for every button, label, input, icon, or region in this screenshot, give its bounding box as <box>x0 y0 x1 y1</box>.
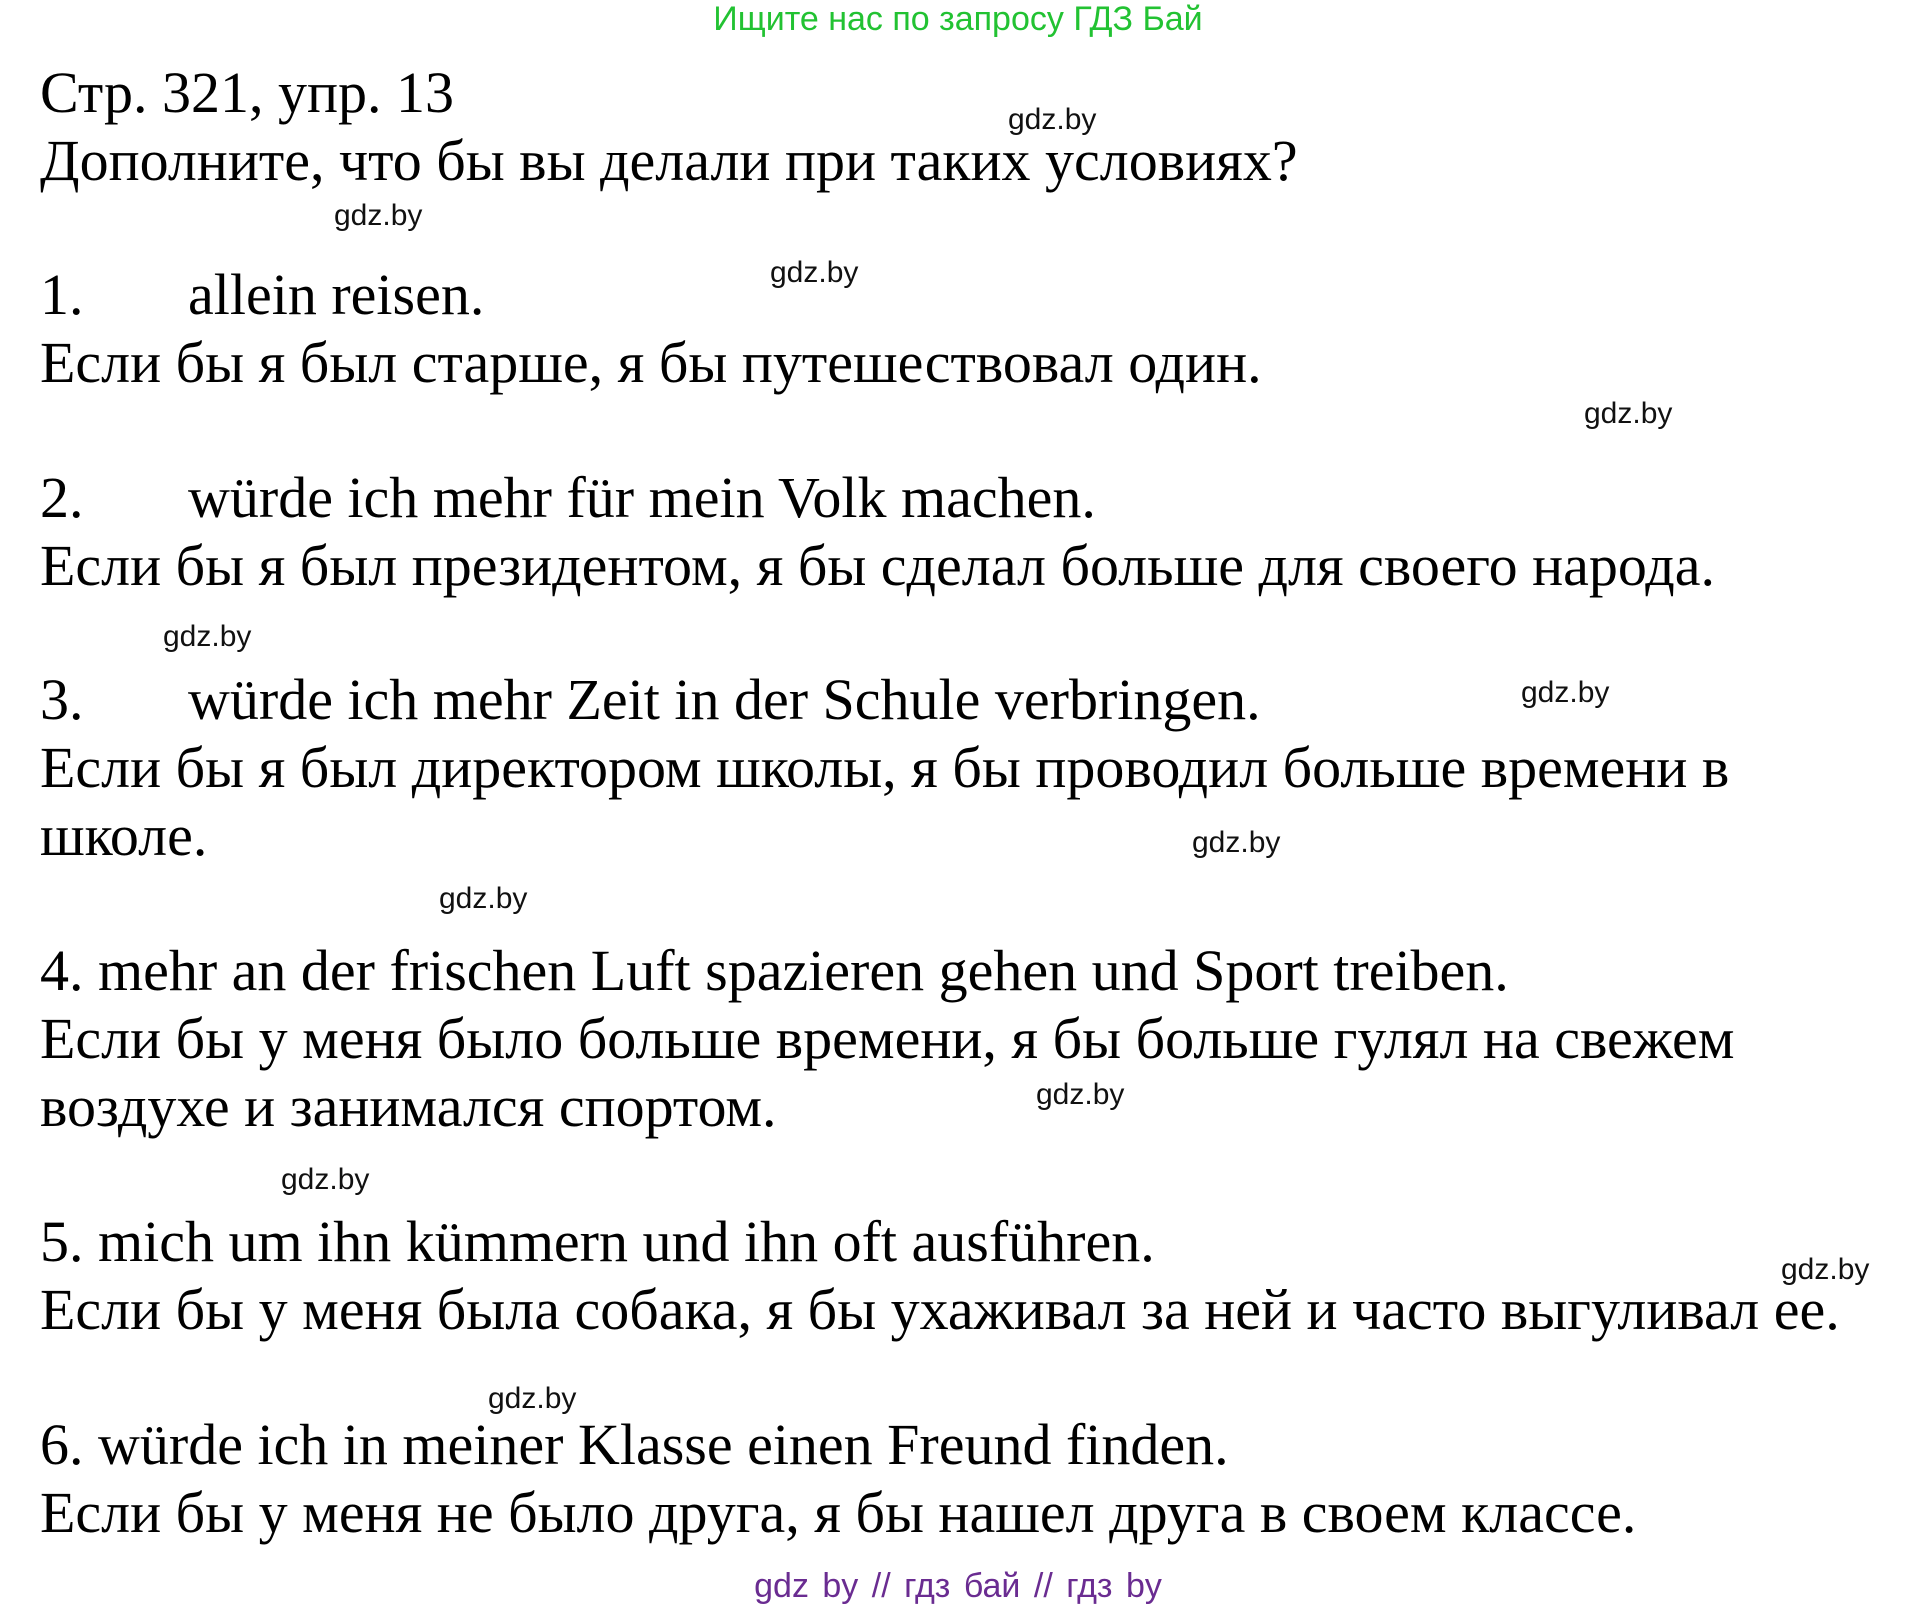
exercise-1-german <box>40 262 484 328</box>
exercise-1-russian: Если бы я был старше, я бы путешествовал один. <box>40 330 1262 395</box>
watermark: gdz.by <box>281 1163 370 1196</box>
exercise-6-russian: Если бы у меня не было друга, я бы нашел друга в своем классе. <box>40 1480 1637 1545</box>
watermark: gdz.by <box>1008 103 1097 136</box>
top-banner: Ищите нас по запросу ГДЗ Бай <box>713 0 1203 38</box>
page-title: Стр. 321, упр. 13 <box>40 60 455 125</box>
exercise-1-german-text: allein reisen. <box>188 262 485 327</box>
exercise-2-german-text: würde ich mehr für mein Volk machen. <box>188 465 1096 530</box>
task-instruction: Дополните, что бы вы делали при таких условиях? <box>40 128 1298 193</box>
watermark: gdz.by <box>439 882 528 915</box>
exercise-4-german: 4. mehr an der frischen Luft spazieren gehen und Sport treiben. <box>40 938 1509 1003</box>
exercise-3-russian-line-1: Если бы я был директором школы, я бы проводил больше времени в <box>40 735 1730 800</box>
exercise-3-german <box>40 667 1261 733</box>
watermark: gdz.by <box>1192 826 1281 859</box>
footer-watermark: gdz by // гдз бай // гдз by <box>754 1567 1162 1605</box>
exercise-3-german-text: würde ich mehr Zeit in der Schule verbringen. <box>188 667 1261 732</box>
watermark: gdz.by <box>1521 676 1610 709</box>
watermark: gdz.by <box>334 199 423 232</box>
exercise-4-russian-line-2: воздухе и занимался спортом. <box>40 1074 777 1139</box>
exercise-3-russian-line-2: школе. <box>40 803 208 868</box>
watermark: gdz.by <box>163 620 252 653</box>
exercise-2-russian: Если бы я был президентом, я бы сделал больше для своего народа. <box>40 533 1716 598</box>
watermark: gdz.by <box>1781 1253 1870 1286</box>
exercise-2-german <box>40 465 1096 531</box>
exercise-5-russian: Если бы у меня была собака, я бы ухаживал за ней и часто выгуливал ее. <box>40 1277 1840 1342</box>
exercise-6-german: 6. würde ich in meiner Klasse einen Freund finden. <box>40 1412 1229 1477</box>
watermark: gdz.by <box>770 256 859 289</box>
watermark: gdz.by <box>1036 1078 1125 1111</box>
watermark: gdz.by <box>1584 397 1673 430</box>
exercise-3-number: 3. <box>40 667 84 732</box>
watermark: gdz.by <box>488 1382 577 1415</box>
exercise-1-number: 1. <box>40 262 84 327</box>
exercise-5-german: 5. mich um ihn kümmern und ihn oft ausführen. <box>40 1209 1155 1274</box>
exercise-2-number: 2. <box>40 465 84 530</box>
exercise-4-russian-line-1: Если бы у меня было больше времени, я бы больше гулял на свежем <box>40 1006 1735 1071</box>
